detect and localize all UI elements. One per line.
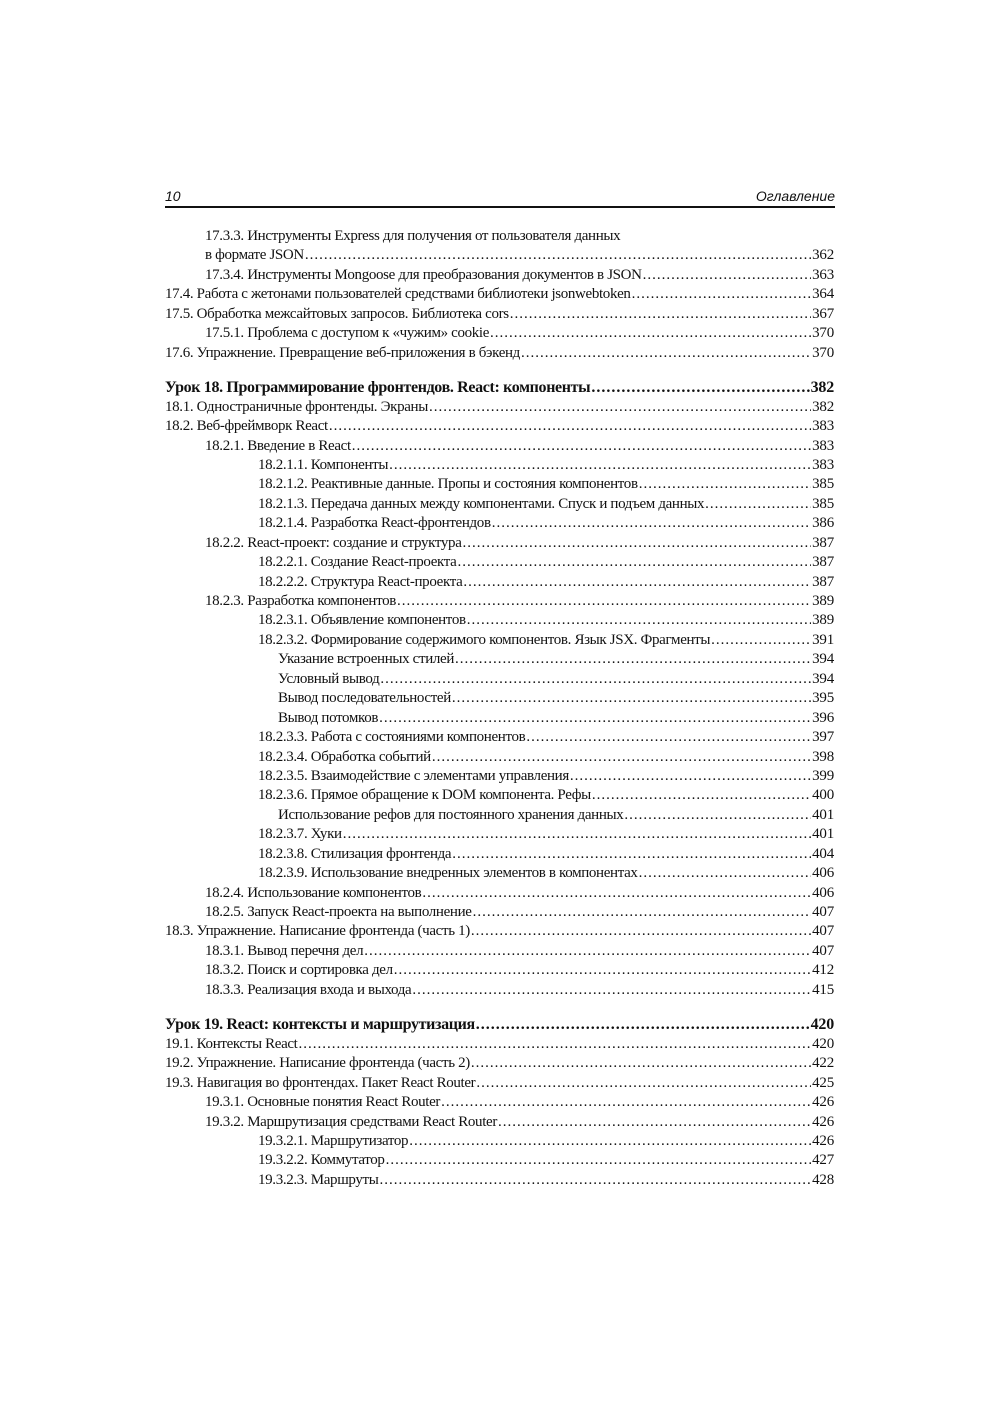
toc-entry-title: 18.2.2. React-проект: создание и структура xyxy=(205,534,462,551)
leader-dots xyxy=(441,1093,811,1112)
toc-entry-title: 18.2.3.2. Формирование содержимого компонентов. Язык JSX. Фрагменты xyxy=(258,631,711,648)
toc-entry[interactable] xyxy=(165,806,834,825)
toc-entry[interactable] xyxy=(165,709,834,728)
leader-dots xyxy=(352,437,811,456)
toc-entry[interactable] xyxy=(165,786,834,805)
header-rule xyxy=(165,206,835,208)
toc-entry[interactable] xyxy=(165,344,834,363)
toc-entry[interactable] xyxy=(165,845,834,864)
toc-entry-page: 387 xyxy=(812,573,834,590)
leader-dots xyxy=(299,1035,812,1054)
leader-dots xyxy=(476,1015,810,1035)
toc-entry-title: Вывод последовательностей xyxy=(278,690,451,707)
toc-entry-page: 386 xyxy=(812,515,834,532)
leader-dots xyxy=(429,398,811,417)
toc-entry-page: 383 xyxy=(812,437,834,454)
toc-entry[interactable] xyxy=(165,437,834,456)
leader-dots xyxy=(492,514,811,533)
toc-entry[interactable] xyxy=(165,1132,834,1151)
toc-entry-title: 18.2.2.2. Структура React-проекта xyxy=(258,573,463,590)
leader-dots xyxy=(526,728,811,747)
leader-dots xyxy=(463,534,812,553)
toc-entry-title: 19.3.1. Основные понятия React Router xyxy=(205,1094,441,1111)
toc-entry-page: 407 xyxy=(812,942,834,959)
toc-entry-page: 415 xyxy=(812,981,834,998)
leader-dots xyxy=(643,266,811,285)
toc-entry-page: 407 xyxy=(812,923,834,940)
toc-entry[interactable] xyxy=(165,475,834,494)
toc-entry-page: 426 xyxy=(812,1113,834,1130)
leader-dots xyxy=(397,592,811,611)
toc-entry-page: 398 xyxy=(812,748,834,765)
leader-dots xyxy=(380,670,811,689)
toc-entry-title: 18.2.3.8. Стилизация фронтенда xyxy=(258,845,452,862)
toc-entry-page: 412 xyxy=(812,962,834,979)
toc-entry-page: 406 xyxy=(812,865,834,882)
toc-entry-page: 426 xyxy=(812,1133,834,1149)
toc-entry[interactable] xyxy=(165,227,834,246)
toc-entry-page: 385 xyxy=(812,476,834,493)
toc-entry[interactable] xyxy=(165,728,834,747)
leader-dots xyxy=(490,324,811,343)
toc-entry-title: 19.1. Контексты React xyxy=(165,1035,298,1052)
leader-dots xyxy=(329,417,811,436)
leader-dots xyxy=(467,611,811,630)
toc-entry-title: 18.3.1. Вывод перечня дел xyxy=(205,942,364,959)
toc-entry-page: 401 xyxy=(812,806,834,823)
toc-entry-title: 18.1. Одностраничные фронтенды. Экраны xyxy=(165,398,428,415)
toc-entry-title: 18.2.3.6. Прямое обращение к DOM компонента. Рефы xyxy=(258,787,591,804)
toc-entry-title: 19.3.2.3. Маршруты xyxy=(258,1171,379,1188)
leader-dots xyxy=(422,884,811,903)
leader-dots xyxy=(570,767,811,786)
page-number: 10 xyxy=(165,188,181,204)
leader-dots xyxy=(379,1171,811,1190)
toc-entry-title: 18.2.1.4. Разработка React-фронтендов xyxy=(258,515,491,532)
toc-entry-page: 422 xyxy=(812,1055,834,1072)
toc-entry-page: 404 xyxy=(812,845,834,862)
toc-entry-title: Условный вывод xyxy=(278,670,380,687)
leader-dots xyxy=(473,903,812,922)
toc-entry-page: 396 xyxy=(812,709,834,726)
leader-dots xyxy=(476,1074,811,1093)
toc-entry-page: 385 xyxy=(812,495,834,512)
table-of-contents xyxy=(165,227,834,1190)
toc-entry-page: 400 xyxy=(812,787,834,804)
toc-entry-page: 397 xyxy=(812,729,834,746)
toc-entry[interactable] xyxy=(165,1151,834,1170)
toc-entry[interactable] xyxy=(165,324,834,343)
toc-entry-title: 17.4. Работа с жетонами пользователей средствами библиотеки jsonwebtoken xyxy=(165,286,631,303)
toc-entry-page: 395 xyxy=(812,690,834,707)
leader-dots xyxy=(498,1113,811,1132)
toc-entry-page: 420 xyxy=(810,1015,834,1033)
leader-dots xyxy=(705,495,811,514)
toc-entry-page: 394 xyxy=(812,670,834,687)
toc-entry[interactable] xyxy=(165,650,834,669)
toc-entry[interactable] xyxy=(165,825,834,844)
toc-entry-title: 18.2.3.3. Работа с состояниями компонентов xyxy=(258,729,526,746)
toc-entry[interactable] xyxy=(165,398,834,417)
toc-entry-page: 399 xyxy=(812,767,834,784)
toc-entry[interactable] xyxy=(165,1035,834,1054)
toc-entry-page: 427 xyxy=(812,1152,834,1169)
leader-dots xyxy=(452,845,811,864)
toc-entry-page: 367 xyxy=(812,305,834,322)
toc-entry-page: 407 xyxy=(812,904,834,921)
toc-entry-title: 19.3.2.1. Маршрутизатор xyxy=(258,1133,409,1149)
toc-entry-page: 382 xyxy=(812,398,834,415)
toc-entry[interactable] xyxy=(165,864,834,883)
toc-entry[interactable] xyxy=(165,961,834,980)
toc-entry-title: 18.3.3. Реализация входа и выхода xyxy=(205,981,412,998)
toc-entry-page: 391 xyxy=(812,631,834,648)
toc-entry-title: 18.2.3.1. Объявление компонентов xyxy=(258,612,466,629)
toc-entry-title: Вывод потомков xyxy=(278,709,379,726)
leader-dots xyxy=(389,456,811,475)
toc-entry-page: 383 xyxy=(812,456,834,473)
toc-entry[interactable] xyxy=(165,942,834,961)
toc-entry-page: 362 xyxy=(812,247,834,264)
leader-dots xyxy=(412,981,811,1000)
toc-entry-title: 18.2.5. Запуск React-проекта на выполнение xyxy=(205,904,472,921)
toc-entry-title: 19.3.2. Маршрутизация средствами React Router xyxy=(205,1113,497,1130)
leader-dots xyxy=(343,825,811,844)
toc-entry[interactable] xyxy=(165,981,834,1000)
toc-entry-page: 370 xyxy=(812,325,834,342)
leader-dots xyxy=(632,285,812,304)
toc-entry-title: 17.3.4. Инструменты Mongoose для преобразования документов в JSON xyxy=(205,266,642,283)
toc-entry-title: в формате JSON xyxy=(205,247,304,264)
toc-entry[interactable] xyxy=(165,592,834,611)
toc-chapter-entry[interactable] xyxy=(165,378,834,398)
toc-entry-page: 401 xyxy=(812,826,834,843)
toc-entry-title: Использование рефов для постоянного хранения данных xyxy=(278,806,624,823)
toc-entry[interactable] xyxy=(165,285,834,304)
leader-dots xyxy=(592,786,811,805)
toc-entry-title: Урок 18. Программирование фронтендов. React: компоненты xyxy=(165,378,591,396)
toc-entry[interactable] xyxy=(165,903,834,922)
toc-entry-title: 18.2.4. Использование компонентов xyxy=(205,884,422,901)
leader-dots xyxy=(305,246,811,265)
toc-entry[interactable] xyxy=(165,884,834,903)
toc-entry-page: 389 xyxy=(812,612,834,629)
leader-dots xyxy=(409,1132,811,1151)
leader-dots xyxy=(452,689,811,708)
toc-entry-title: 18.2.1.3. Передача данных между компонентами. Спуск и подъем данных xyxy=(258,495,705,512)
toc-entry[interactable] xyxy=(165,748,834,767)
toc-entry[interactable] xyxy=(165,246,834,265)
toc-entry[interactable] xyxy=(165,266,834,285)
toc-entry-title: 17.3.3. Инструменты Express для получения от пользователя данных xyxy=(205,228,621,244)
toc-entry-title: Урок 19. React: контексты и маршрутизация xyxy=(165,1015,475,1033)
toc-entry-title: 19.3.2.2. Коммутатор xyxy=(258,1152,385,1169)
toc-entry-title: 18.2.2.1. Создание React-проекта xyxy=(258,554,457,571)
toc-entry-page: 426 xyxy=(812,1094,834,1111)
toc-entry-title: 18.2.1. Введение в React xyxy=(205,437,351,454)
toc-entry[interactable] xyxy=(165,573,834,592)
toc-entry[interactable] xyxy=(165,631,834,650)
toc-entry-title: 18.3. Упражнение. Написание фронтенда (часть 1) xyxy=(165,923,470,940)
toc-entry[interactable] xyxy=(165,1093,834,1112)
toc-entry-title: 17.6. Упражнение. Превращение веб-приложения в бэкенд xyxy=(165,344,520,361)
toc-entry[interactable] xyxy=(165,1171,834,1190)
leader-dots xyxy=(379,709,811,728)
toc-entry[interactable] xyxy=(165,456,834,475)
leader-dots xyxy=(463,573,811,592)
toc-entry-title: 18.2.3. Разработка компонентов xyxy=(205,593,396,610)
toc-entry-page: 387 xyxy=(812,534,834,551)
leader-dots xyxy=(521,344,811,363)
toc-entry-title: 19.2. Упражнение. Написание фронтенда (часть 2) xyxy=(165,1055,470,1072)
toc-entry[interactable] xyxy=(165,514,834,533)
toc-entry[interactable] xyxy=(165,670,834,689)
toc-entry-title: 18.2.3.4. Обработка событий xyxy=(258,748,431,765)
leader-dots xyxy=(457,553,811,572)
leader-dots xyxy=(364,942,811,961)
toc-entry-title: 17.5. Обработка межсайтовых запросов. Библиотека cors xyxy=(165,305,509,322)
leader-dots xyxy=(455,650,811,669)
leader-dots xyxy=(386,1151,812,1170)
toc-entry-page: 370 xyxy=(812,344,834,361)
toc-entry[interactable] xyxy=(165,305,834,324)
leader-dots xyxy=(394,961,811,980)
toc-entry-page: 420 xyxy=(812,1035,834,1052)
toc-entry-title: 18.2.3.7. Хуки xyxy=(258,826,342,843)
leader-dots xyxy=(624,806,811,825)
toc-entry[interactable] xyxy=(165,553,834,572)
toc-entry[interactable] xyxy=(165,1054,834,1073)
leader-dots xyxy=(471,1054,811,1073)
leader-dots xyxy=(471,922,811,941)
toc-entry[interactable] xyxy=(165,495,834,514)
toc-entry-title: 18.2.3.9. Использование внедренных элементов в компонентах xyxy=(258,865,638,882)
toc-entry-page: 382 xyxy=(810,378,834,396)
toc-entry-page: 406 xyxy=(812,884,834,901)
toc-entry-title: 18.2.3.5. Взаимодействие с элементами управления xyxy=(258,767,569,784)
toc-entry-title: 18.2.1.2. Реактивные данные. Пропы и состояния компонентов xyxy=(258,476,638,493)
toc-entry-page: 425 xyxy=(812,1074,834,1091)
toc-chapter-entry[interactable] xyxy=(165,1015,834,1035)
toc-entry-title: 17.5.1. Проблема с доступом к «чужим» cookie xyxy=(205,325,490,342)
running-title: Оглавление xyxy=(755,188,835,204)
toc-entry-page: 428 xyxy=(812,1171,834,1188)
leader-dots xyxy=(510,305,811,324)
page-header xyxy=(165,188,835,206)
leader-dots xyxy=(432,748,811,767)
toc-entry[interactable] xyxy=(165,611,834,630)
toc-entry-title: 18.2. Веб-фреймворк React xyxy=(165,418,328,435)
toc-entry-title: Указание встроенных стилей xyxy=(278,651,454,668)
toc-entry-page: 387 xyxy=(812,554,834,571)
toc-entry[interactable] xyxy=(165,689,834,708)
toc-entry-page: 389 xyxy=(812,593,834,610)
leader-dots xyxy=(591,378,809,398)
toc-entry[interactable] xyxy=(165,922,834,941)
toc-entry-page: 363 xyxy=(812,266,834,283)
leader-dots xyxy=(711,631,811,650)
toc-entry[interactable] xyxy=(165,767,834,786)
toc-entry[interactable] xyxy=(165,417,834,436)
toc-entry-title: 19.3. Навигация во фронтендах. Пакет React Router xyxy=(165,1074,476,1091)
toc-entry-title: 18.2.1.1. Компоненты xyxy=(258,456,389,473)
toc-entry-page: 383 xyxy=(812,418,834,435)
toc-entry[interactable] xyxy=(165,534,834,553)
leader-dots xyxy=(639,475,811,494)
toc-entry[interactable] xyxy=(165,1113,834,1132)
toc-entry-page: 394 xyxy=(812,651,834,668)
toc-entry-page: 364 xyxy=(812,286,834,303)
leader-dots xyxy=(639,864,812,883)
toc-entry[interactable] xyxy=(165,1074,834,1093)
toc-entry-title: 18.3.2. Поиск и сортировка дел xyxy=(205,962,393,979)
